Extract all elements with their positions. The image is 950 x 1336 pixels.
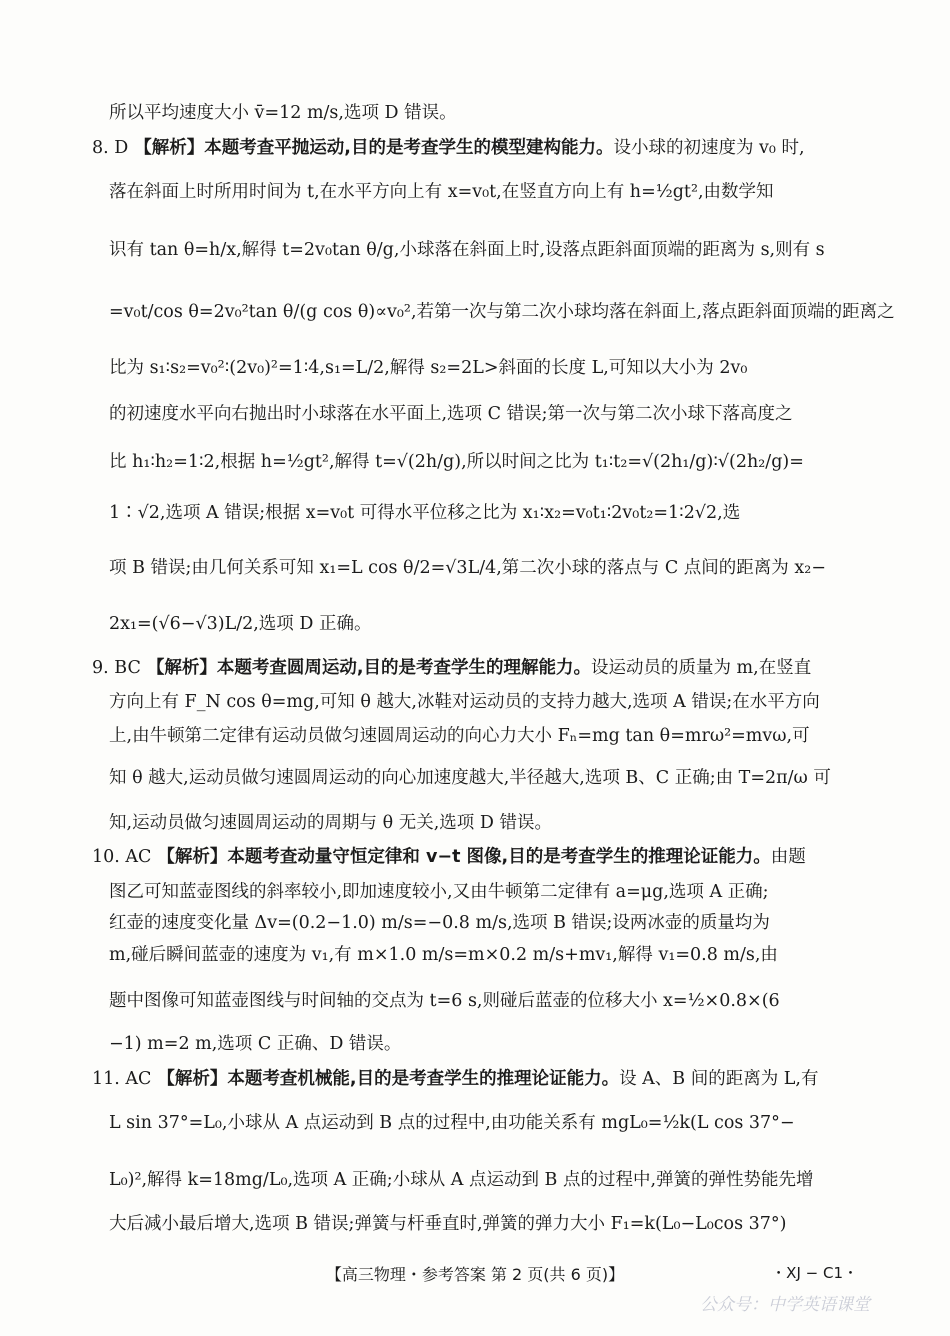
question-10-heading <box>92 845 858 869</box>
text-line: L₀)²,解得 k=18mg/L₀,选项 A 正确;小球从 A 点运动到 B 点的过程中,弹簧的弹性势能先增 <box>109 1170 814 1190</box>
text-line: 所以平均速度大小 v̄=12 m/s,选项 D 错误。 <box>109 103 457 123</box>
question-9-heading <box>92 656 858 680</box>
text-line: 方向上有 F_N cos θ=mg,可知 θ 越大,冰鞋对运动员的支持力越大,选项 A 错误;在水平方向 <box>109 692 820 712</box>
question-intro: 本题考查动量守恒定律和 v−t 图像,目的是考查学生的推理论证能力。 <box>227 847 771 867</box>
text-line: =v₀t/cos θ=2v₀²tan θ/(g cos θ)∝v₀²,若第一次与第二次小球均落在斜面上,落点距斜面顶端的距离之 <box>109 302 895 322</box>
text-line: 识有 tan θ=h/x,解得 t=2v₀tan θ/g,小球落在斜面上时,设落点距斜面顶端的距离为 s,则有 s <box>109 240 825 260</box>
question-intro: 本题考查圆周运动,目的是考查学生的理解能力。 <box>216 658 591 678</box>
text-line: 大后减小最后增大,选项 B 错误;弹簧与杆垂直时,弹簧的弹力大小 F₁=k(L₀−L₀cos 37°) <box>109 1214 787 1234</box>
question-11-heading <box>92 1067 858 1091</box>
text-line: −1) m=2 m,选项 C 正确、D 错误。 <box>109 1034 402 1054</box>
text-line: L sin 37°=L₀,小球从 A 点运动到 B 点的过程中,由功能关系有 mgL₀=½k(L cos 37°− <box>109 1113 795 1133</box>
text-line: 红壶的速度变化量 Δv=(0.2−1.0) m/s=−0.8 m/s,选项 B 错误;设两冰壶的质量均为 <box>109 913 770 933</box>
text-line: 知,运动员做匀速圆周运动的周期与 θ 无关,选项 D 错误。 <box>109 813 552 833</box>
text-line: 2x₁=(√6−√3)L/2,选项 D 正确。 <box>109 614 372 634</box>
text-line: 题中图像可知蓝壶图线与时间轴的交点为 t=6 s,则碰后蓝壶的位移大小 x=½×0.8×(6 <box>109 991 780 1011</box>
text-line: 上,由牛顿第二定律有运动员做匀速圆周运动的向心力大小 Fₙ=mg tan θ=mrω²=mvω,可 <box>109 726 810 746</box>
text-line: 的初速度水平向右抛出时小球落在水平面上,选项 C 错误;第一次与第二次小球下落高度之 <box>109 404 793 424</box>
page-footer: 【高三物理・参考答案 第 2 页(共 6 页)】 <box>325 1265 625 1284</box>
analysis-tag: 【解析】 <box>134 138 205 158</box>
text-line: m,碰后瞬间蓝壶的速度为 v₁,有 m×1.0 m/s=m×0.2 m/s+mv₁,解得 v₁=0.8 m/s,由 <box>109 945 778 965</box>
question-8-heading <box>92 136 858 160</box>
question-text: 设小球的初速度为 v₀ 时, <box>613 138 805 158</box>
analysis-tag: 【解析】 <box>146 658 217 678</box>
text-line: 1∶√2,选项 A 错误;根据 x=v₀t 可得水平位移之比为 x₁∶x₂=v₀t₁∶2v₀t₂=1∶2√2,选 <box>109 503 741 523</box>
question-text: 设 A、B 间的距离为 L,有 <box>619 1069 819 1089</box>
question-text: 设运动员的质量为 m,在竖直 <box>591 658 812 678</box>
analysis-tag: 【解析】 <box>157 1069 228 1089</box>
text-line: 比 h₁∶h₂=1∶2,根据 h=½gt²,解得 t=√(2h/g),所以时间之比为 t₁∶t₂=√(2h₁/g)∶√(2h₂/g)= <box>109 452 804 472</box>
text-line: 图乙可知蓝壶图线的斜率较小,即加速度较小,又由牛顿第二定律有 a=μg,选项 A 正确; <box>109 882 769 902</box>
question-intro: 本题考查平抛运动,目的是考查学生的模型建构能力。 <box>204 138 614 158</box>
watermark: 公众号：中学英语课堂 <box>700 1295 870 1315</box>
question-intro: 本题考查机械能,目的是考查学生的推理论证能力。 <box>227 1069 620 1089</box>
question-number: 11. AC <box>92 1069 152 1089</box>
analysis-tag: 【解析】 <box>157 847 228 867</box>
question-text: 由题 <box>770 847 806 867</box>
text-line: 项 B 错误;由几何关系可知 x₁=L cos θ/2=√3L/4,第二次小球的落点与 C 点间的距离为 x₂− <box>109 558 826 578</box>
question-number: 9. BC <box>92 658 141 678</box>
text-line: 知 θ 越大,运动员做匀速圆周运动的向心加速度越大,半径越大,选项 B、C 正确;由 T=2π/ω 可 <box>109 768 831 788</box>
question-number: 10. AC <box>92 847 152 867</box>
paper-code: ・XJ − C1・ <box>771 1264 858 1282</box>
text-line: 落在斜面上时所用时间为 t,在水平方向上有 x=v₀t,在竖直方向上有 h=½gt²,由数学知 <box>109 182 774 202</box>
text-line: 比为 s₁∶s₂=v₀²∶(2v₀)²=1∶4,s₁=L/2,解得 s₂=2L>斜面的长度 L,可知以大小为 2v₀ <box>109 358 748 378</box>
question-number: 8. D <box>92 138 129 158</box>
